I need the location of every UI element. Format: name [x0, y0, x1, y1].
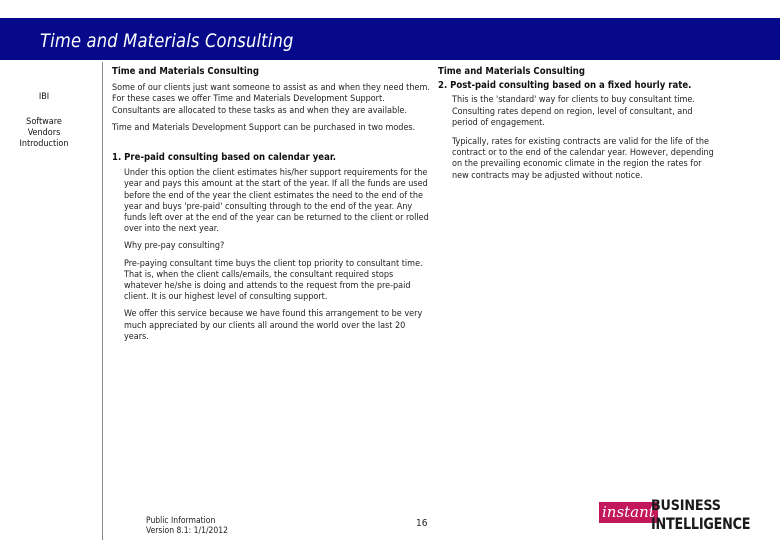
footer-public-info: Public Information [146, 516, 216, 526]
option1-heading: 1. Pre-paid consulting based on calendar year. [112, 152, 336, 164]
logo-business-text: BUSINESS [651, 498, 721, 514]
page-number: 16 [416, 518, 428, 529]
option1-prepay-paragraph: Pre-paying consultant time buys the client top priority to consultant time. That is, when the client calls/emails, the consultant required stops whatever he/she is doing and attends to the request from the pre-paid client. It is our highest level of consulting support. [124, 258, 423, 303]
instant-bi-logo [599, 496, 775, 534]
sidebar-item-ibi[interactable]: IBI [38, 92, 50, 102]
left-column-heading: Time and Materials Consulting [112, 66, 259, 77]
right-column [438, 66, 718, 188]
footer [146, 516, 228, 536]
sidebar-item-software[interactable]: Software [26, 117, 62, 127]
logo-instant-text: instant [599, 502, 658, 523]
left-column [112, 66, 430, 349]
purchase-modes-paragraph: Time and Materials Development Support can be purchased in two modes. [112, 122, 416, 133]
title-banner [0, 18, 780, 60]
option2-rates-paragraph: Typically, rates for existing contracts are valid for the life of the contract or to the end of the calendar year. However, depending on the prevailing economic climate in the region the rates for new contracts may be adjusted without notice. [452, 137, 714, 181]
logo-intelligence-text: INTELLIGENCE [651, 514, 751, 533]
right-column-heading: Time and Materials Consulting [438, 66, 585, 77]
sidebar-item-introduction[interactable]: Introduction [19, 139, 69, 149]
intro-paragraph: Some of our clients just want someone to assist as and when they need them. For these cases we offer Time and Materials Development Support. Consultants are allocated to these tasks as and when they are available. [112, 83, 430, 116]
option2-heading: 2. Post-paid consulting based on a fixed hourly rate. [438, 80, 692, 92]
footer-version: Version 8.1: 1/1/2012 [146, 526, 228, 536]
page-title: Time and Materials Consulting [40, 30, 294, 52]
option2-paragraph: This is the 'standard' way for clients to buy consultant time. Consulting rates depend on region, level of consultant, and period of engagement. [452, 95, 695, 128]
sidebar-nav [0, 88, 88, 150]
option1-question: Why pre-pay consulting? [124, 241, 225, 252]
column-divider [102, 62, 103, 540]
option1-paragraph: Under this option the client estimates his/her support requirements for the year and pays this amount at the start of the year. If all the funds are used before the end of the year the client estimates the need to the end of the year and buys 'pre-paid' consulting through to the end of the year. Any funds left over at the end of the year can be returned to the client or rolled over into the next year. [124, 168, 429, 235]
sidebar-item-vendors[interactable]: Vendors [27, 128, 61, 138]
option1-offer-paragraph: We offer this service because we have found this arrangement to be very much appreciated by our clients all around the world over the last 20 years. [124, 309, 423, 342]
